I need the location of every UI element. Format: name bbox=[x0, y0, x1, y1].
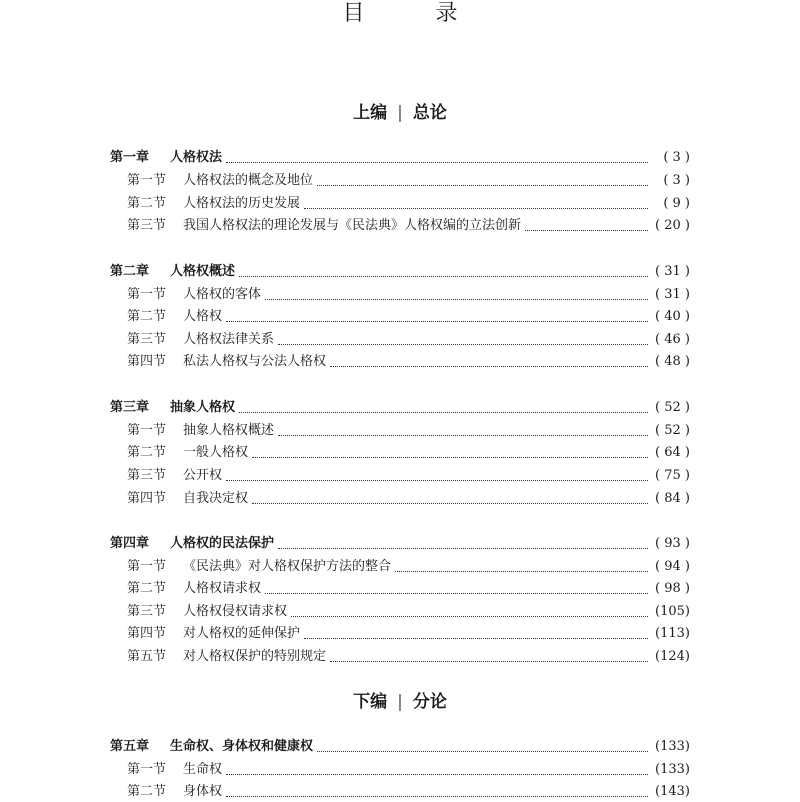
dot-leader bbox=[226, 796, 648, 797]
toc-chapter-row[interactable] bbox=[110, 534, 690, 554]
toc-section-row[interactable] bbox=[127, 557, 690, 577]
toc-section-row[interactable] bbox=[127, 194, 690, 214]
dot-leader bbox=[525, 230, 648, 231]
toc-title: 人格权法的历史发展 bbox=[183, 196, 301, 211]
toc-title: 生命权、身体权和健康权 bbox=[170, 739, 314, 754]
dot-leader bbox=[239, 276, 648, 277]
toc-page-number: ( 3 ) bbox=[663, 150, 690, 165]
toc-section-row[interactable] bbox=[127, 352, 690, 372]
dot-leader bbox=[226, 162, 648, 163]
dot-leader bbox=[226, 774, 648, 775]
toc-title: 人格权侵权请求权 bbox=[183, 604, 288, 619]
toc-title: 人格权法 bbox=[170, 150, 223, 165]
dot-leader bbox=[252, 503, 648, 504]
toc-title: 人格权的民法保护 bbox=[170, 536, 275, 551]
toc-page-number: ( 40 ) bbox=[655, 309, 690, 324]
toc-title: 私法人格权与公法人格权 bbox=[183, 354, 327, 369]
toc-number: 第四节 bbox=[127, 491, 167, 506]
toc-title: 人格权概述 bbox=[170, 264, 236, 279]
toc-number: 第四节 bbox=[127, 626, 167, 641]
toc-page-number: ( 31 ) bbox=[655, 264, 690, 279]
toc-page-number: ( 94 ) bbox=[655, 559, 690, 574]
toc-title: 人格权法律关系 bbox=[183, 332, 275, 347]
toc-title: 一般人格权 bbox=[183, 445, 249, 460]
part-label: 下编 bbox=[353, 692, 388, 712]
toc-page-number: ( 64 ) bbox=[655, 445, 690, 460]
dot-leader bbox=[278, 344, 648, 345]
dot-leader bbox=[265, 593, 648, 594]
dot-leader bbox=[395, 571, 648, 572]
toc-chapter-row[interactable] bbox=[110, 262, 690, 282]
toc-section-row[interactable] bbox=[127, 443, 690, 463]
toc-number: 第一节 bbox=[127, 287, 167, 302]
toc-page-number: ( 52 ) bbox=[655, 400, 690, 415]
toc-title: 人格权的客体 bbox=[183, 287, 262, 302]
toc-number: 第二章 bbox=[110, 264, 150, 279]
toc-title: 抽象人格权概述 bbox=[183, 423, 275, 438]
toc-page-number: ( 9 ) bbox=[663, 196, 690, 211]
part-heading-lower bbox=[0, 691, 800, 713]
part-separator: | bbox=[397, 103, 403, 123]
toc-number: 第一节 bbox=[127, 173, 167, 188]
toc-page-number: (105) bbox=[655, 604, 690, 619]
toc-page-number: ( 75 ) bbox=[655, 468, 690, 483]
toc-chapter-row[interactable] bbox=[110, 148, 690, 168]
dot-leader bbox=[304, 208, 648, 209]
toc-number: 第四节 bbox=[127, 354, 167, 369]
toc-chapter-row[interactable] bbox=[110, 398, 690, 418]
dot-leader bbox=[330, 661, 648, 662]
toc-title: 自我决定权 bbox=[183, 491, 249, 506]
toc-title: 人格权请求权 bbox=[183, 581, 262, 596]
dot-leader bbox=[330, 366, 648, 367]
toc-page-number: (124) bbox=[655, 649, 690, 664]
toc-title: 抽象人格权 bbox=[170, 400, 236, 415]
toc-number: 第三节 bbox=[127, 604, 167, 619]
toc-number: 第四章 bbox=[110, 536, 150, 551]
part-separator: | bbox=[397, 692, 403, 712]
toc-page-number: ( 3 ) bbox=[663, 173, 690, 188]
toc-title: 我国人格权法的理论发展与《民法典》人格权编的立法创新 bbox=[183, 218, 522, 233]
toc-number: 第一节 bbox=[127, 762, 167, 777]
toc-page-number: ( 84 ) bbox=[655, 491, 690, 506]
toc-title: 对人格权保护的特别规定 bbox=[183, 649, 327, 664]
toc-section-row[interactable] bbox=[127, 624, 690, 644]
toc-number: 第五章 bbox=[110, 739, 150, 754]
toc-number: 第二节 bbox=[127, 581, 167, 596]
toc-number: 第二节 bbox=[127, 196, 167, 211]
toc-section-row[interactable] bbox=[127, 782, 690, 802]
dot-leader bbox=[239, 412, 648, 413]
toc-section-row[interactable] bbox=[127, 647, 690, 667]
toc-title: 人格权法的概念及地位 bbox=[183, 173, 314, 188]
toc-title: 公开权 bbox=[183, 468, 223, 483]
toc-page-number: (133) bbox=[655, 739, 690, 754]
toc-chapter-row[interactable] bbox=[110, 737, 690, 757]
toc-title: 生命权 bbox=[183, 762, 223, 777]
toc-page-number: ( 93 ) bbox=[655, 536, 690, 551]
toc-title: 《民法典》对人格权保护方法的整合 bbox=[183, 559, 392, 574]
toc-page-number: ( 46 ) bbox=[655, 332, 690, 347]
toc-number: 第二节 bbox=[127, 309, 167, 324]
toc-section-row[interactable] bbox=[127, 466, 690, 486]
part-subtitle: 分论 bbox=[412, 692, 447, 712]
toc-number: 第三章 bbox=[110, 400, 150, 415]
toc-section-row[interactable] bbox=[127, 760, 690, 780]
toc-page-number: ( 48 ) bbox=[655, 354, 690, 369]
toc-number: 第三节 bbox=[127, 218, 167, 233]
toc-number: 第一章 bbox=[110, 150, 150, 165]
toc-section-row[interactable] bbox=[127, 171, 690, 191]
dot-leader bbox=[226, 480, 648, 481]
dot-leader bbox=[278, 435, 648, 436]
toc-page-number: ( 52 ) bbox=[655, 423, 690, 438]
toc-page-number: ( 98 ) bbox=[655, 581, 690, 596]
dot-leader bbox=[291, 616, 648, 617]
part-label: 上编 bbox=[353, 103, 388, 123]
part-subtitle: 总论 bbox=[412, 103, 447, 123]
toc-number: 第三节 bbox=[127, 332, 167, 347]
toc-section-row[interactable] bbox=[127, 285, 690, 305]
toc-title: 身体权 bbox=[183, 784, 223, 799]
dot-leader bbox=[265, 299, 648, 300]
toc-section-row[interactable] bbox=[127, 330, 690, 350]
dot-leader bbox=[317, 185, 648, 186]
toc-page-number: (113) bbox=[655, 626, 690, 641]
toc-section-row[interactable] bbox=[127, 489, 690, 509]
toc-number: 第二节 bbox=[127, 445, 167, 460]
dot-leader bbox=[304, 638, 648, 639]
toc-page-number: ( 31 ) bbox=[655, 287, 690, 302]
toc-section-row[interactable] bbox=[127, 421, 690, 441]
toc-title: 人格权 bbox=[183, 309, 223, 324]
toc-number: 第一节 bbox=[127, 423, 167, 438]
toc-section-row[interactable] bbox=[127, 579, 690, 599]
dot-leader bbox=[226, 321, 648, 322]
toc-number: 第五节 bbox=[127, 649, 167, 664]
part-heading-upper bbox=[0, 102, 800, 124]
dot-leader bbox=[252, 457, 648, 458]
toc-title: 对人格权的延伸保护 bbox=[183, 626, 301, 641]
toc-page-number: ( 20 ) bbox=[655, 218, 690, 233]
toc-section-row[interactable] bbox=[127, 307, 690, 327]
dot-leader bbox=[317, 751, 648, 752]
toc-number: 第二节 bbox=[127, 784, 167, 799]
dot-leader bbox=[278, 548, 648, 549]
toc-page-number: (143) bbox=[655, 784, 690, 799]
toc-number: 第一节 bbox=[127, 559, 167, 574]
toc-number: 第三节 bbox=[127, 468, 167, 483]
toc-page-number: (133) bbox=[655, 762, 690, 777]
toc-section-row[interactable] bbox=[127, 602, 690, 622]
page-title: 目 录 bbox=[342, 1, 490, 26]
toc-section-row[interactable] bbox=[127, 216, 690, 236]
